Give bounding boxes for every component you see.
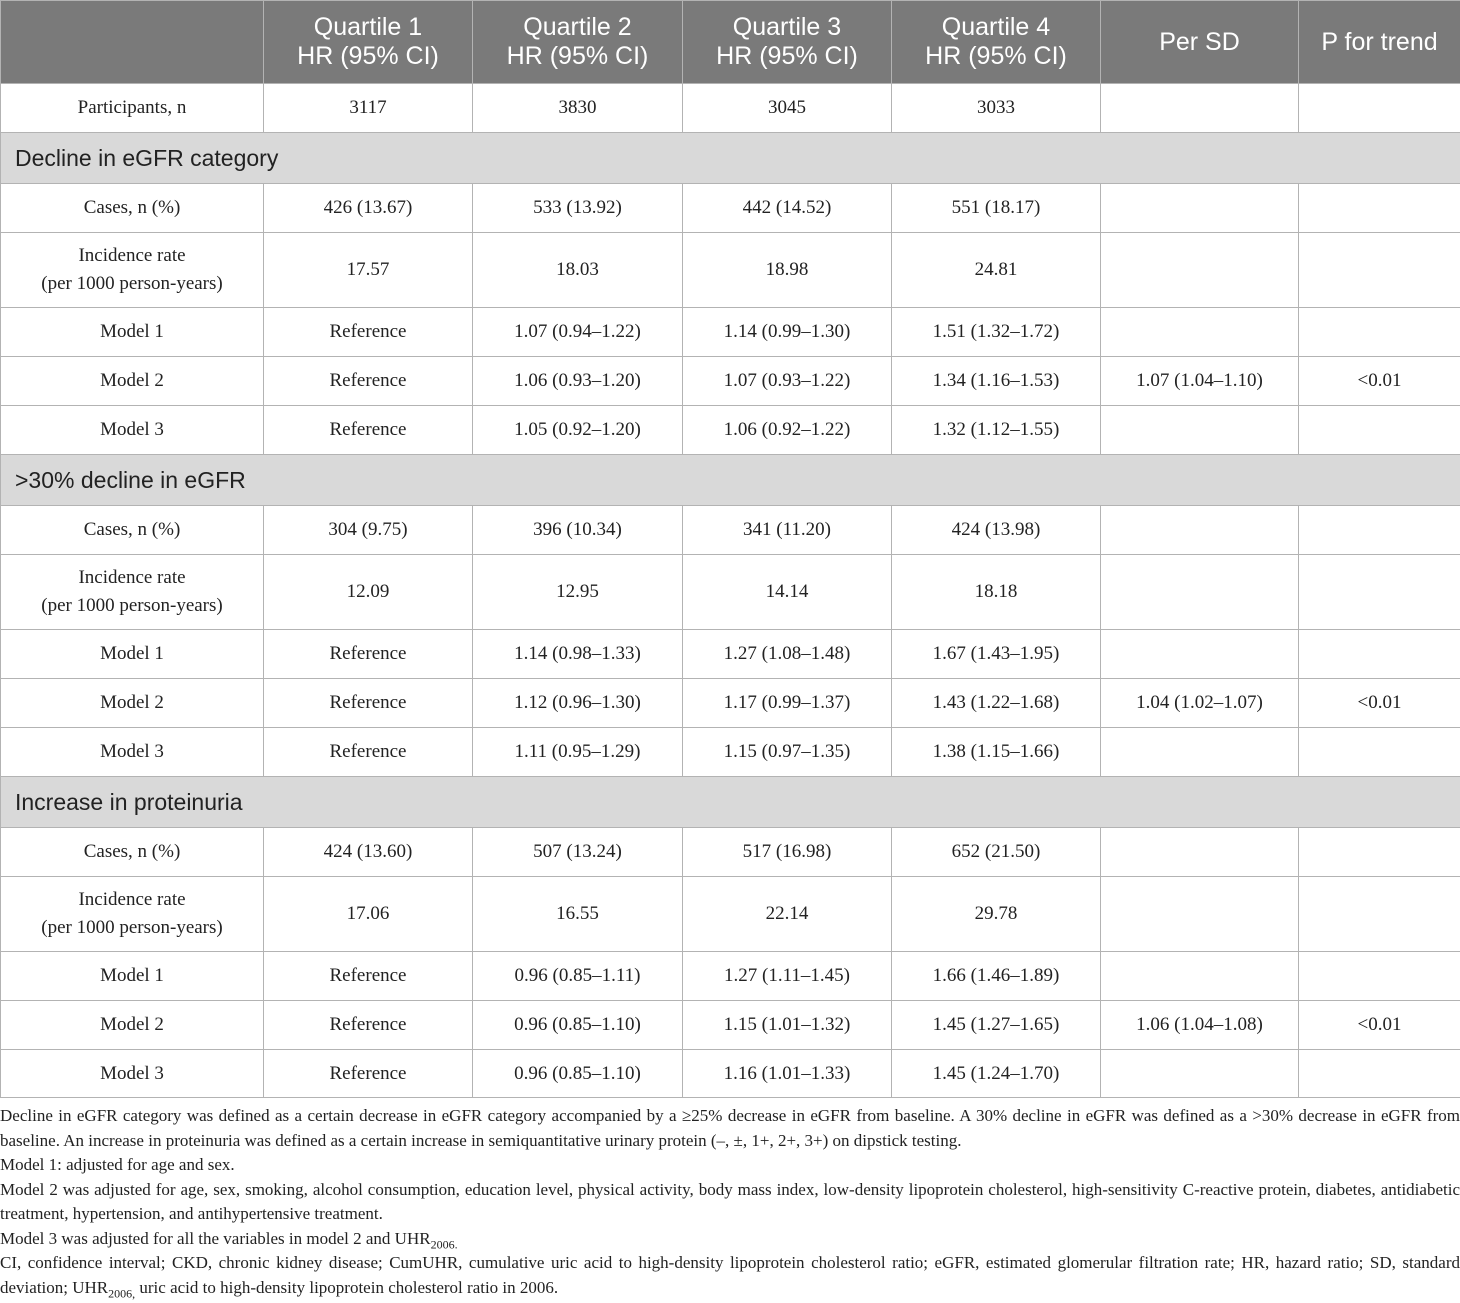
model-row	[1, 728, 1460, 777]
cell-q2: 0.96 (0.85–1.10)	[473, 1001, 683, 1050]
row-label: Model 3	[1, 406, 264, 455]
cell-q3: 1.16 (1.01–1.33)	[683, 1050, 892, 1098]
cell-q4: 1.67 (1.43–1.95)	[892, 630, 1101, 679]
cell-per-sd	[1101, 233, 1299, 308]
cell-q1: Reference	[264, 1001, 473, 1050]
cell-p-trend: <0.01	[1299, 679, 1460, 728]
cell-p-trend	[1299, 84, 1460, 133]
cell-p-trend	[1299, 184, 1460, 233]
row-label: Incidence rate (per 1000 person-years)	[1, 233, 264, 308]
cell-q4: 18.18	[892, 555, 1101, 630]
incidence-row	[1, 877, 1460, 952]
cell-per-sd: 1.04 (1.02–1.07)	[1101, 679, 1299, 728]
row-label: Model 3	[1, 728, 264, 777]
row-label: Model 1	[1, 630, 264, 679]
cell-q3: 1.27 (1.08–1.48)	[683, 630, 892, 679]
cell-p-trend	[1299, 308, 1460, 357]
cell-q4: 1.32 (1.12–1.55)	[892, 406, 1101, 455]
cell-q3: 1.15 (0.97–1.35)	[683, 728, 892, 777]
cell-q1: Reference	[264, 630, 473, 679]
header-quartile-4: Quartile 4 HR (95% CI)	[892, 1, 1101, 84]
model-row	[1, 952, 1460, 1001]
row-label: Model 2	[1, 1001, 264, 1050]
section-header-row	[1, 777, 1460, 828]
cell-q3: 1.15 (1.01–1.32)	[683, 1001, 892, 1050]
cell-q2: 0.96 (0.85–1.10)	[473, 1050, 683, 1098]
cell-q1: Reference	[264, 679, 473, 728]
cell-q2: 3830	[473, 84, 683, 133]
participants-row	[1, 84, 1460, 133]
cell-q2: 1.11 (0.95–1.29)	[473, 728, 683, 777]
cell-q4: 1.38 (1.15–1.66)	[892, 728, 1101, 777]
cell-per-sd: 1.07 (1.04–1.10)	[1101, 357, 1299, 406]
cell-p-trend	[1299, 728, 1460, 777]
cell-q2: 507 (13.24)	[473, 828, 683, 877]
row-label: Cases, n (%)	[1, 828, 264, 877]
cell-q2: 396 (10.34)	[473, 506, 683, 555]
cell-p-trend	[1299, 406, 1460, 455]
cell-q4: 1.66 (1.46–1.89)	[892, 952, 1101, 1001]
cell-q4: 1.43 (1.22–1.68)	[892, 679, 1101, 728]
footnote-model-3: Model 3 was adjusted for all the variables in model 2 and $UHR_{2006.}$	[0, 1228, 458, 1251]
cell-q1: 3117	[264, 84, 473, 133]
table-footnotes	[0, 1104, 1460, 1300]
cell-q3: 1.06 (0.92–1.22)	[683, 406, 892, 455]
footnote-abbreviations: CI, confidence interval; CKD, chronic kidney disease; CumUHR, cumulative uric acid to high-density lipoprotein cholesterol ratio; eGFR, estimated glomerular filtration rate; HR, hazard ratio; SD, standard deviation; $UHR_{2006,}$ uric acid to high-density lipoprotein cholesterol ratio in 2006.	[0, 1253, 1460, 1300]
header-per-sd: Per SD	[1101, 1, 1299, 84]
header-p-for-trend: P for trend	[1299, 1, 1460, 84]
row-label: Participants, n	[1, 84, 264, 133]
cell-per-sd	[1101, 630, 1299, 679]
cell-q4: 1.45 (1.24–1.70)	[892, 1050, 1101, 1098]
cell-q2: 12.95	[473, 555, 683, 630]
model-row	[1, 357, 1460, 406]
cell-q2: 533 (13.92)	[473, 184, 683, 233]
cell-p-trend	[1299, 1050, 1460, 1098]
table-header-row	[1, 1, 1460, 84]
row-label: Cases, n (%)	[1, 184, 264, 233]
cell-per-sd: 1.06 (1.04–1.08)	[1101, 1001, 1299, 1050]
cell-per-sd	[1101, 1050, 1299, 1098]
cell-p-trend	[1299, 630, 1460, 679]
model-row	[1, 1001, 1460, 1050]
cell-q2: 1.14 (0.98–1.33)	[473, 630, 683, 679]
section-header-row	[1, 455, 1460, 506]
cell-per-sd	[1101, 555, 1299, 630]
row-label: Model 1	[1, 952, 264, 1001]
cell-q1: Reference	[264, 406, 473, 455]
cases-row	[1, 184, 1460, 233]
cell-q1: Reference	[264, 952, 473, 1001]
header-stub	[1, 1, 264, 84]
header-quartile-3: Quartile 3 HR (95% CI)	[683, 1, 892, 84]
cell-per-sd	[1101, 728, 1299, 777]
cell-q1: Reference	[264, 1050, 473, 1098]
model-row	[1, 679, 1460, 728]
cell-q1: Reference	[264, 308, 473, 357]
cell-q2: 1.07 (0.94–1.22)	[473, 308, 683, 357]
cell-q3: 1.17 (0.99–1.37)	[683, 679, 892, 728]
cell-q1: 304 (9.75)	[264, 506, 473, 555]
footnote-model-2: Model 2 was adjusted for age, sex, smoking, alcohol consumption, education level, physical activity, body mass index, low-density lipoprotein cholesterol, high-sensitivity C-reactive protein, diabetes, antidiabetic treatment, hypertension, and antihypertensive treatment.	[0, 1179, 1460, 1223]
cell-q3: 3045	[683, 84, 892, 133]
cell-p-trend	[1299, 952, 1460, 1001]
section-title: Decline in eGFR category	[1, 133, 1460, 184]
header-quartile-2: Quartile 2 HR (95% CI)	[473, 1, 683, 84]
model-row	[1, 406, 1460, 455]
section-title: Increase in proteinuria	[1, 777, 1460, 828]
cell-q1: 17.06	[264, 877, 473, 952]
cell-q3: 341 (11.20)	[683, 506, 892, 555]
cell-q4: 3033	[892, 84, 1101, 133]
cell-q4: 652 (21.50)	[892, 828, 1101, 877]
section-title: >30% decline in eGFR	[1, 455, 1460, 506]
cell-q1: 12.09	[264, 555, 473, 630]
incidence-row	[1, 233, 1460, 308]
row-label: Incidence rate (per 1000 person-years)	[1, 877, 264, 952]
cell-q4: 551 (18.17)	[892, 184, 1101, 233]
row-label: Model 2	[1, 679, 264, 728]
cell-q2: 1.05 (0.92–1.20)	[473, 406, 683, 455]
cell-q3: 1.07 (0.93–1.22)	[683, 357, 892, 406]
cell-q4: 1.34 (1.16–1.53)	[892, 357, 1101, 406]
cell-per-sd	[1101, 184, 1299, 233]
section-header-row	[1, 133, 1460, 184]
cell-q4: 1.45 (1.27–1.65)	[892, 1001, 1101, 1050]
cell-q1: 424 (13.60)	[264, 828, 473, 877]
cell-q1: 426 (13.67)	[264, 184, 473, 233]
cell-q2: 1.06 (0.93–1.20)	[473, 357, 683, 406]
cell-q4: 29.78	[892, 877, 1101, 952]
cell-q3: 1.27 (1.11–1.45)	[683, 952, 892, 1001]
cell-per-sd	[1101, 877, 1299, 952]
cell-per-sd	[1101, 406, 1299, 455]
cell-q3: 18.98	[683, 233, 892, 308]
footnote-model-1: Model 1: adjusted for age and sex.	[0, 1155, 235, 1174]
cell-p-trend	[1299, 828, 1460, 877]
cell-q4: 1.51 (1.32–1.72)	[892, 308, 1101, 357]
cell-p-trend	[1299, 506, 1460, 555]
cell-per-sd	[1101, 84, 1299, 133]
cell-p-trend	[1299, 877, 1460, 952]
cell-p-trend: <0.01	[1299, 1001, 1460, 1050]
cell-p-trend	[1299, 555, 1460, 630]
cell-per-sd	[1101, 828, 1299, 877]
row-label: Model 3	[1, 1050, 264, 1098]
cell-p-trend: <0.01	[1299, 357, 1460, 406]
cases-row	[1, 828, 1460, 877]
incidence-row	[1, 555, 1460, 630]
cell-q3: 22.14	[683, 877, 892, 952]
header-quartile-1: Quartile 1 HR (95% CI)	[264, 1, 473, 84]
cell-per-sd	[1101, 308, 1299, 357]
cell-q1: 17.57	[264, 233, 473, 308]
cell-q2: 1.12 (0.96–1.30)	[473, 679, 683, 728]
row-label: Cases, n (%)	[1, 506, 264, 555]
cell-q1: Reference	[264, 357, 473, 406]
cell-q3: 14.14	[683, 555, 892, 630]
cases-row	[1, 506, 1460, 555]
cell-q2: 16.55	[473, 877, 683, 952]
row-label: Model 2	[1, 357, 264, 406]
model-row	[1, 308, 1460, 357]
cell-q3: 442 (14.52)	[683, 184, 892, 233]
row-label: Incidence rate (per 1000 person-years)	[1, 555, 264, 630]
cell-q2: 18.03	[473, 233, 683, 308]
cell-q3: 517 (16.98)	[683, 828, 892, 877]
model-row	[1, 630, 1460, 679]
footnote-definitions: Decline in eGFR category was defined as a certain decrease in eGFR category accompanied by a ≥25% decrease in eGFR from baseline. A 30% decline in eGFR was defined as a >30% decrease in eGFR from baseline. An increase in proteinuria was defined as a certain increase in semiquantitative urinary protein (–, ±, 1+, 2+, 3+) on dipstick testing.	[0, 1106, 1460, 1150]
cell-q4: 24.81	[892, 233, 1101, 308]
cell-q2: 0.96 (0.85–1.11)	[473, 952, 683, 1001]
row-label: Model 1	[1, 308, 264, 357]
cell-per-sd	[1101, 506, 1299, 555]
cell-p-trend	[1299, 233, 1460, 308]
cell-q3: 1.14 (0.99–1.30)	[683, 308, 892, 357]
cell-q1: Reference	[264, 728, 473, 777]
cell-per-sd	[1101, 952, 1299, 1001]
cell-q4: 424 (13.98)	[892, 506, 1101, 555]
model-row	[1, 1050, 1460, 1098]
